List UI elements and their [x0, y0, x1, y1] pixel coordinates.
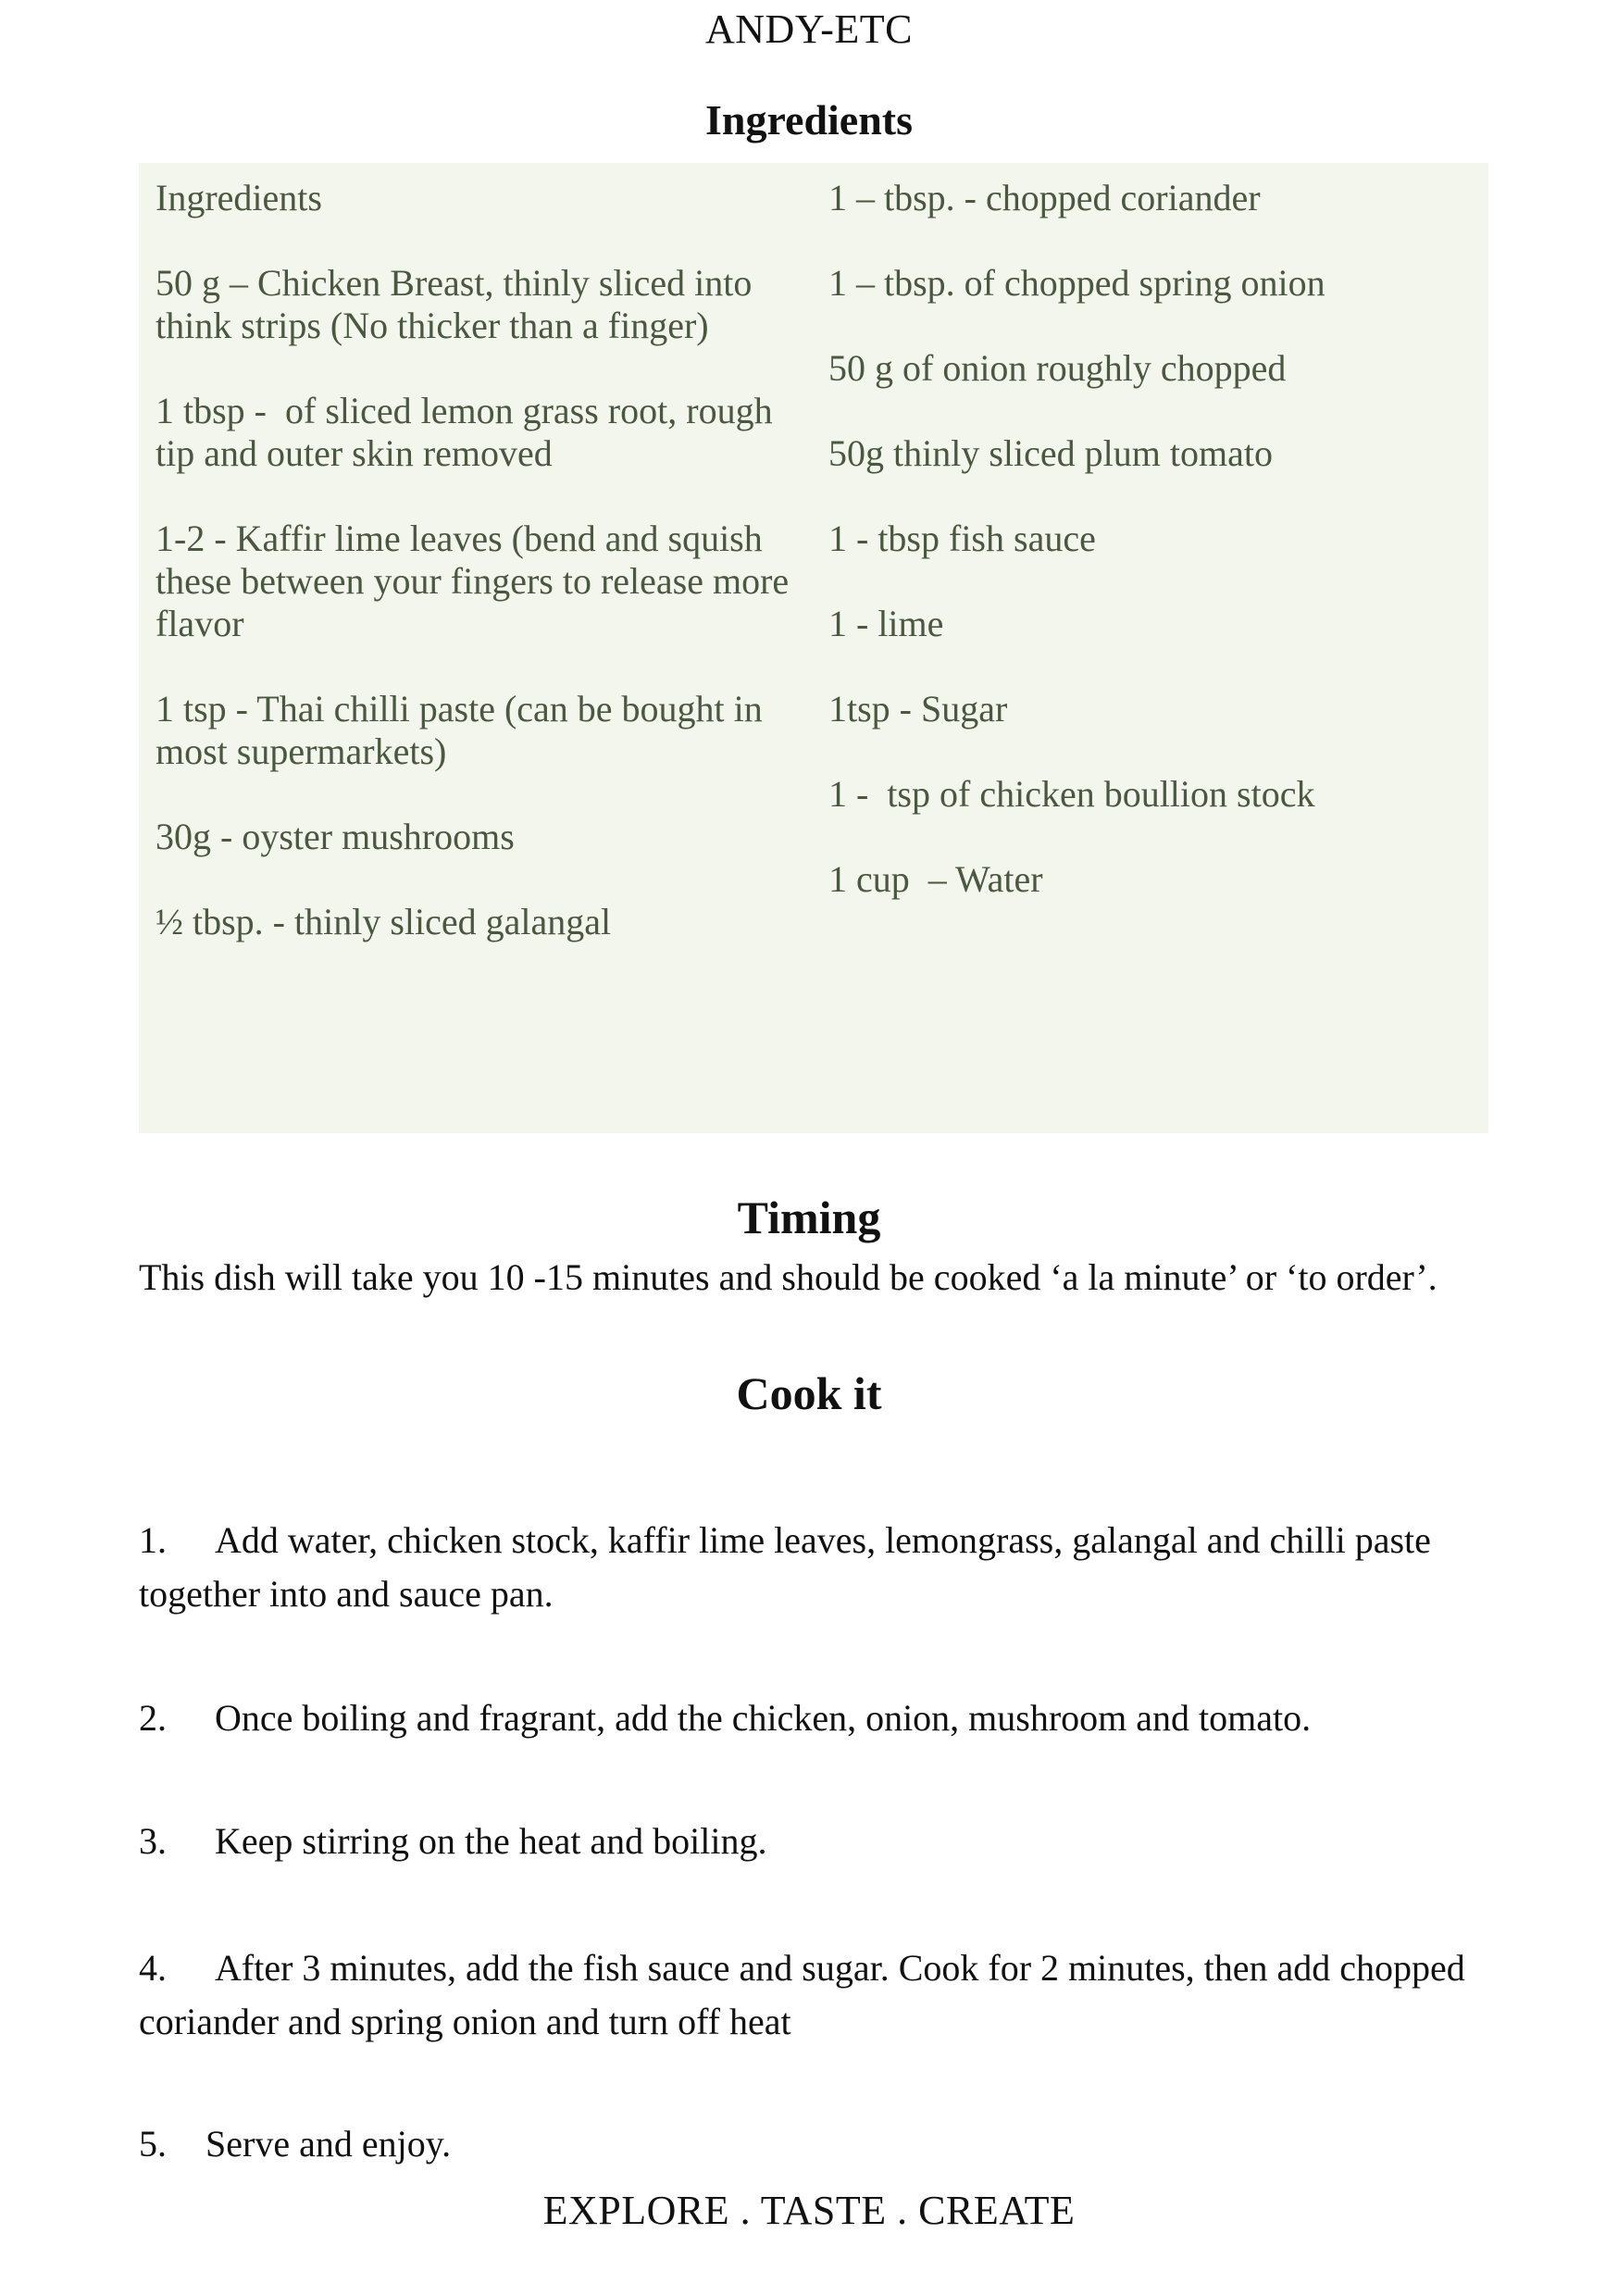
step-number: 3.: [139, 1820, 167, 1862]
cook-step: [139, 2117, 1490, 2171]
ingredients-right-column: [828, 163, 1476, 943]
timing-title: Timing: [737, 1192, 881, 1243]
cook-step: [139, 1514, 1490, 1621]
ingredient-item: 1 – tbsp. - chopped coriander: [828, 177, 1261, 218]
ingredient-item: 30g - oyster mushrooms: [156, 816, 515, 857]
step-number: 4.: [139, 1947, 167, 1989]
ingredients-title: Ingredients: [704, 96, 914, 144]
ingredient-item: 1tsp - Sugar: [828, 688, 1008, 730]
ingredient-item: 1 tsp - Thai chilli paste (can be bought in most supermarkets): [156, 688, 772, 772]
step-text: Keep stirring on the heat and boiling.: [215, 1820, 767, 1862]
ingredient-item: 50g thinly sliced plum tomato: [828, 432, 1273, 474]
step-number: 5.: [139, 2123, 167, 2165]
step-number: 1.: [139, 1519, 167, 1561]
footer-tagline: EXPLORE . TASTE . CREATE: [542, 2188, 1076, 2233]
ingredient-item: 50 g – Chicken Breast, thinly sliced into think strips (No thicker than a finger): [156, 262, 762, 346]
ingredient-item: 1 - tbsp fish sauce: [828, 518, 1096, 559]
cook-step: [139, 1941, 1490, 2049]
ingredients-left-column: [156, 163, 813, 986]
ingredient-item: Ingredients: [156, 177, 322, 218]
ingredient-item: ½ tbsp. - thinly sliced galangal: [156, 901, 612, 942]
brand-header: ANDY-ETC: [705, 6, 913, 52]
step-text: Once boiling and fragrant, add the chicken, onion, mushroom and tomato.: [215, 1697, 1312, 1739]
ingredient-item: 1 - tsp of chicken boullion stock: [828, 773, 1315, 815]
step-text: Add water, chicken stock, kaffir lime leaves, lemongrass, galangal and chilli paste together into and sauce pan.: [139, 1519, 1431, 1615]
cook-step: [139, 1815, 1490, 1868]
cook-title: Cook it: [736, 1367, 882, 1419]
ingredient-item: 1 - lime: [828, 603, 944, 644]
step-text: After 3 minutes, add the fish sauce and sugar. Cook for 2 minutes, then add chopped coriander and spring onion and turn off heat: [139, 1947, 1465, 2042]
ingredient-item: 50 g of onion roughly chopped: [828, 347, 1287, 389]
ingredient-item: 1 – tbsp. of chopped spring onion: [828, 262, 1326, 304]
step-text: Serve and enjoy.: [205, 2123, 452, 2165]
ingredient-item: 1-2 - Kaffir lime leaves (bend and squish these between your fingers to release more flavor: [156, 518, 799, 644]
step-number: 2.: [139, 1697, 167, 1739]
ingredient-item: 1 cup – Water: [828, 858, 1043, 900]
ingredients-panel: [139, 163, 1488, 1133]
cook-step: [139, 1691, 1490, 1745]
ingredient-item: 1 tbsp - of sliced lemon grass root, rough tip and outer skin removed: [156, 390, 782, 474]
timing-text: This dish will take you 10 -15 minutes and should be cooked ‘a la minute’ or ‘to order’.: [139, 1256, 1438, 1298]
